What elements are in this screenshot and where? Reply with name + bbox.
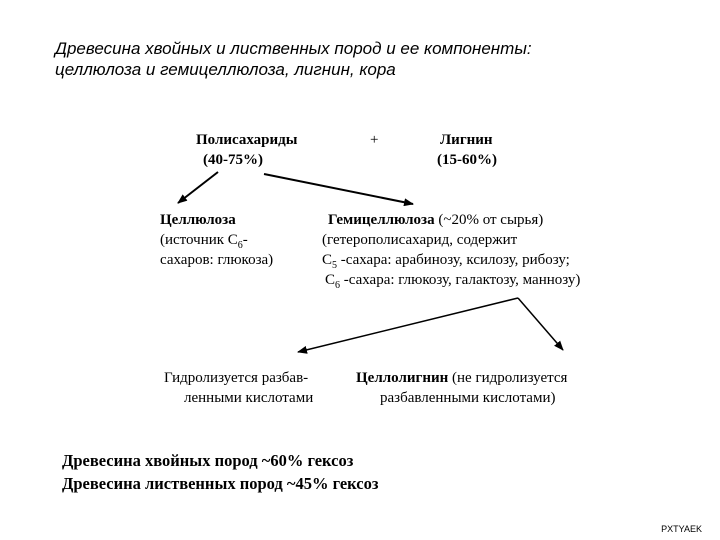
hemicellulose-label	[328, 210, 543, 230]
hemicellulose-c5-prefix: С	[322, 252, 333, 268]
plus-sign: +	[370, 132, 379, 148]
lignin-range: (15-60%)	[437, 152, 497, 168]
hemicellulose-name: Гемицеллюлоза	[328, 212, 435, 228]
summary-line-2: Древесина лиственных пород ~45% гексоз	[62, 474, 379, 493]
branch-to-hydrolysis	[298, 298, 518, 352]
cellolignin-line-2: разбавленными кислотами)	[380, 390, 556, 406]
cellolignin-label	[356, 368, 567, 388]
lignin-label: Лигнин	[440, 132, 493, 148]
cellulose-line-3: сахаров: глюкоза)	[160, 252, 274, 268]
hemicellulose-c6-line	[325, 270, 580, 296]
hemicellulose-c5-sub: 5	[332, 260, 338, 271]
hemicellulose-c6-rest: -сахара: глюкозу, галактозу, маннозу)	[340, 272, 581, 288]
footer-text: PXTYAEK	[661, 524, 702, 534]
branch-to-cellolignin	[518, 298, 563, 350]
hydrolysis-line-1: Гидролизуется разбав-	[164, 370, 309, 386]
cellulose-line2-sub: 6	[237, 240, 243, 251]
arrow-to-cellulose	[178, 172, 218, 203]
title-line-1: Древесина хвойных и лиственных пород и ее компоненты:	[55, 39, 532, 58]
hemicellulose-c6-sub: 6	[335, 280, 341, 291]
hemicellulose-c6-prefix: С	[325, 272, 336, 288]
cellulose-name: Целлюлоза	[160, 212, 236, 228]
hemicellulose-name-suffix: (~20% от сырья)	[434, 212, 544, 228]
cellolignin-name: Целлолигнин	[356, 370, 449, 386]
cellulose-line2-suffix: -	[242, 232, 248, 248]
arrow-to-hemicellulose	[264, 174, 413, 204]
cellulose-label	[160, 210, 236, 230]
hemicellulose-line-2: (гетерополисахарид, содержит	[322, 232, 518, 248]
polysaccharides-label: Полисахариды	[196, 132, 298, 148]
cellolignin-name-suffix: (не гидролизуется	[448, 370, 568, 386]
summary-line-1: Древесина хвойных пород ~60% гексоз	[62, 451, 354, 470]
hydrolysis-line-2: ленными кислотами	[184, 390, 314, 406]
title-line-2: целлюлоза и гемицеллюлоза, лигнин, кора	[55, 60, 396, 79]
polysaccharides-range: (40-75%)	[203, 152, 263, 168]
cellulose-line2-prefix: (источник С	[160, 232, 238, 248]
hemicellulose-c5-rest: -сахара: арабинозу, ксилозу, рибозу;	[337, 252, 570, 268]
